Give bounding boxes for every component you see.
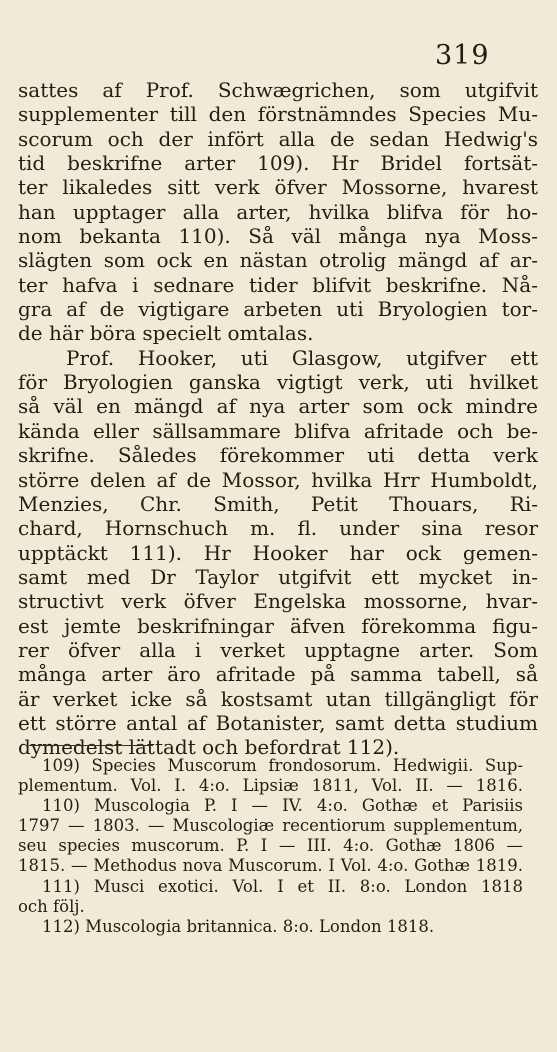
footnote-line: 112) Muscologia britannica. 8:o. London 1818. (42, 916, 435, 936)
text-line: dymedelst lättadt och befordrat 112). (18, 735, 400, 760)
footnote-line: och följ. (18, 896, 85, 916)
text-line: ter hafva i sednare tider blifvit beskrifne. Nå- (18, 272, 538, 297)
text-line: upptäckt 111). Hr Hooker har ock gemen- (18, 540, 538, 565)
text-line: structivt verk öfver Engelska mossorne, hvar- (18, 589, 538, 614)
text-line: tid beskrifne arter 109). Hr Bridel fortsät- (18, 151, 538, 176)
text-line: skrifne. Således förekommer uti detta verk (18, 443, 538, 468)
text-line: Menzies, Chr. Smith, Petit Thouars, Ri- (18, 491, 538, 516)
text-line: är verket icke så kostsamt utan tillgängligt för (18, 686, 538, 711)
text-line: samt med Dr Taylor utgifvit ett mycket in- (18, 564, 538, 589)
text-line: slägten som ock en nästan otrolig mängd af ar- (18, 248, 538, 273)
text-line: ett större antal af Botanister, samt detta studium (18, 710, 538, 735)
text-line: Prof. Hooker, uti Glasgow, utgifver ett (66, 345, 538, 370)
text-line: supplementer till den förstnämndes Species Mu- (18, 102, 538, 127)
text-line: ter likaledes sitt verk öfver Mossorne, hvarest (18, 175, 538, 200)
body-text (18, 78, 538, 760)
footnote-divider (29, 745, 153, 746)
text-line: rer öfver alla i verket upptagne arter. Som (18, 637, 538, 662)
text-line: est jemte beskrifningar äfven förekomma figu- (18, 613, 538, 638)
text-line: nom bekanta 110). Så väl många nya Moss- (18, 224, 538, 249)
footnote-line: 110) Muscologia P. I — IV. 4:o. Gothæ et Parisiis (42, 796, 523, 816)
text-line: sattes af Prof. Schwægrichen, som utgifvit (18, 78, 538, 102)
text-line: scorum och der infört alla de sedan Hedwig's (18, 126, 538, 151)
footnote-line: 109) Species Muscorum frondosorum. Hedwigii. Sup- (42, 756, 523, 775)
footnote-line: plementum. Vol. I. 4:o. Lipsiæ 1811, Vol. II. — 1816. (18, 776, 523, 796)
footnote-line: 111) Musci exotici. Vol. I et II. 8:o. London 1818 (42, 876, 523, 896)
text-line: för Bryologien ganska vigtigt verk, uti hvilket (18, 370, 538, 395)
footnote-line: 1797 — 1803. — Muscologiæ recentiorum supplementum, (18, 816, 523, 836)
text-line: de här böra specielt omtalas. (18, 321, 314, 346)
text-line: många arter äro afritade på samma tabell, så (18, 662, 538, 687)
text-line: chard, Hornschuch m. fl. under sina resor (18, 516, 538, 541)
footnote-line: 1815. — Methodus nova Muscorum. I Vol. 4:o. Gothæ 1819. (18, 856, 523, 876)
text-line: kända eller sällsammare blifva afritade och be- (18, 418, 538, 443)
footnotes (18, 756, 523, 937)
text-line: större delen af de Mossor, hvilka Hrr Humboldt, (18, 467, 538, 492)
text-line: så väl en mängd af nya arter som ock mindre (18, 394, 538, 419)
text-line: han upptager alla arter, hvilka blifva för ho- (18, 199, 538, 224)
page-number: 319 (435, 40, 490, 71)
footnote-line: seu species muscorum. P. I — III. 4:o. Gothæ 1806 — (18, 836, 523, 856)
text-line: gra af de vigtigare arbeten uti Bryologien tor- (18, 297, 538, 322)
